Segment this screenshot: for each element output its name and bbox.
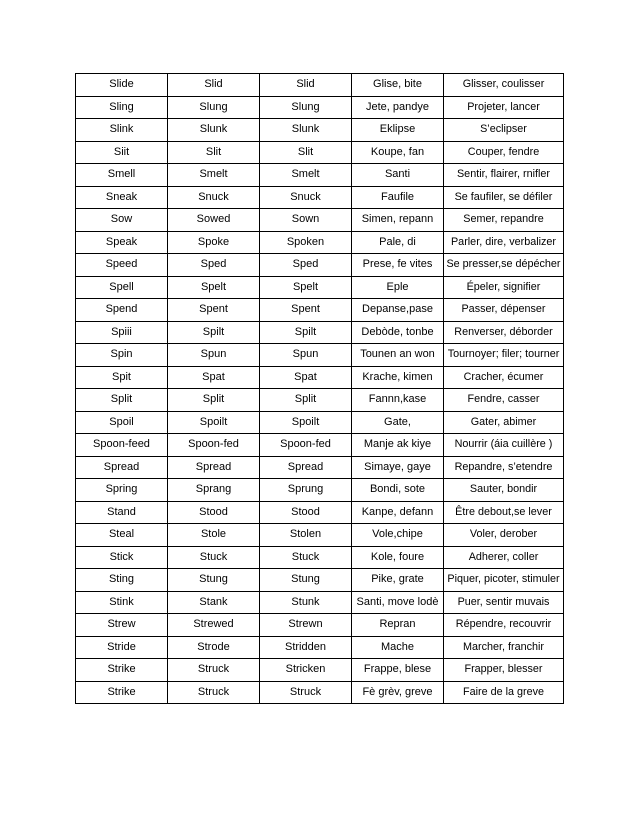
past-participle-cell: Split	[260, 389, 352, 412]
past-simple-cell: Spent	[168, 299, 260, 322]
creole-translation-cell: Faufile	[352, 186, 444, 209]
base-form-cell: Slide	[76, 74, 168, 97]
french-translation-cell: Fendre, casser	[444, 389, 564, 412]
past-participle-cell: Stolen	[260, 524, 352, 547]
table-row	[76, 591, 564, 614]
past-participle-cell: Spat	[260, 366, 352, 389]
table-row	[76, 681, 564, 704]
creole-translation-cell: Repran	[352, 614, 444, 637]
past-participle-cell: Stood	[260, 501, 352, 524]
past-simple-cell: Stuck	[168, 546, 260, 569]
creole-translation-cell: Krache, kimen	[352, 366, 444, 389]
base-form-cell: Strike	[76, 659, 168, 682]
past-participle-cell: Strewn	[260, 614, 352, 637]
french-translation-cell: Projeter, lancer	[444, 96, 564, 119]
french-translation-cell: Être debout,se lever	[444, 501, 564, 524]
past-simple-cell: Spun	[168, 344, 260, 367]
creole-translation-cell: Kanpe, defann	[352, 501, 444, 524]
past-simple-cell: Struck	[168, 659, 260, 682]
base-form-cell: Siit	[76, 141, 168, 164]
base-form-cell: Steal	[76, 524, 168, 547]
table-body	[76, 74, 564, 704]
past-simple-cell: Stole	[168, 524, 260, 547]
past-participle-cell: Spilt	[260, 321, 352, 344]
past-participle-cell: Stunk	[260, 591, 352, 614]
base-form-cell: Strew	[76, 614, 168, 637]
creole-translation-cell: Simen, repann	[352, 209, 444, 232]
base-form-cell: Stride	[76, 636, 168, 659]
table-row	[76, 321, 564, 344]
past-participle-cell: Snuck	[260, 186, 352, 209]
past-simple-cell: Stung	[168, 569, 260, 592]
creole-translation-cell: Prese, fe vites	[352, 254, 444, 277]
past-participle-cell: Stuck	[260, 546, 352, 569]
creole-translation-cell: Jete, pandye	[352, 96, 444, 119]
past-participle-cell: Sown	[260, 209, 352, 232]
base-form-cell: Spin	[76, 344, 168, 367]
base-form-cell: Spit	[76, 366, 168, 389]
past-participle-cell: Slid	[260, 74, 352, 97]
past-simple-cell: Spread	[168, 456, 260, 479]
table-row	[76, 141, 564, 164]
creole-translation-cell: Debòde, tonbe	[352, 321, 444, 344]
base-form-cell: Sling	[76, 96, 168, 119]
past-participle-cell: Spelt	[260, 276, 352, 299]
base-form-cell: Spiii	[76, 321, 168, 344]
french-translation-cell: Adherer, coller	[444, 546, 564, 569]
creole-translation-cell: Mache	[352, 636, 444, 659]
past-simple-cell: Spoilt	[168, 411, 260, 434]
french-translation-cell: Épeler, signifier	[444, 276, 564, 299]
french-translation-cell: Glisser, coulisser	[444, 74, 564, 97]
creole-translation-cell: Manje ak kiye	[352, 434, 444, 457]
irregular-verbs-table	[75, 73, 564, 704]
table-row	[76, 276, 564, 299]
past-simple-cell: Spilt	[168, 321, 260, 344]
creole-translation-cell: Tounen an won	[352, 344, 444, 367]
french-translation-cell: Se faufiler, se défiler	[444, 186, 564, 209]
table-row	[76, 344, 564, 367]
past-participle-cell: Struck	[260, 681, 352, 704]
table-row	[76, 636, 564, 659]
table-row	[76, 479, 564, 502]
french-translation-cell: Sentir, flairer, rnifler	[444, 164, 564, 187]
french-translation-cell: Repandre, s’etendre	[444, 456, 564, 479]
past-participle-cell: Slunk	[260, 119, 352, 142]
base-form-cell: Sting	[76, 569, 168, 592]
base-form-cell: Stink	[76, 591, 168, 614]
french-translation-cell: Faire de la greve	[444, 681, 564, 704]
past-simple-cell: Stank	[168, 591, 260, 614]
base-form-cell: Sneak	[76, 186, 168, 209]
french-translation-cell: Piquer, picoter, stimuler	[444, 569, 564, 592]
past-simple-cell: Split	[168, 389, 260, 412]
table-row	[76, 546, 564, 569]
table-row	[76, 209, 564, 232]
base-form-cell: Spend	[76, 299, 168, 322]
past-simple-cell: Strewed	[168, 614, 260, 637]
french-translation-cell: Gater, abimer	[444, 411, 564, 434]
creole-translation-cell: Eklipse	[352, 119, 444, 142]
creole-translation-cell: Gate,	[352, 411, 444, 434]
creole-translation-cell: Simaye, gaye	[352, 456, 444, 479]
table-row	[76, 299, 564, 322]
past-simple-cell: Sprang	[168, 479, 260, 502]
table-row	[76, 366, 564, 389]
past-participle-cell: Spent	[260, 299, 352, 322]
table-row	[76, 411, 564, 434]
french-translation-cell: Frapper, blesser	[444, 659, 564, 682]
past-participle-cell: Stridden	[260, 636, 352, 659]
creole-translation-cell: Fannn,kase	[352, 389, 444, 412]
base-form-cell: Smell	[76, 164, 168, 187]
base-form-cell: Spell	[76, 276, 168, 299]
table-row	[76, 164, 564, 187]
french-translation-cell: Passer, dépenser	[444, 299, 564, 322]
past-participle-cell: Sped	[260, 254, 352, 277]
past-participle-cell: Spoilt	[260, 411, 352, 434]
creole-translation-cell: Pike, grate	[352, 569, 444, 592]
table-row	[76, 186, 564, 209]
creole-translation-cell: Santi, move lodè	[352, 591, 444, 614]
french-translation-cell: Tournoyer; filer; tourner	[444, 344, 564, 367]
table-row	[76, 96, 564, 119]
creole-translation-cell: Kole, foure	[352, 546, 444, 569]
past-participle-cell: Sprung	[260, 479, 352, 502]
past-participle-cell: Smelt	[260, 164, 352, 187]
table-row	[76, 74, 564, 97]
base-form-cell: Sow	[76, 209, 168, 232]
past-simple-cell: Snuck	[168, 186, 260, 209]
past-participle-cell: Spoon-fed	[260, 434, 352, 457]
past-simple-cell: Spoke	[168, 231, 260, 254]
base-form-cell: Spoon-feed	[76, 434, 168, 457]
base-form-cell: Split	[76, 389, 168, 412]
table-row	[76, 254, 564, 277]
french-translation-cell: Renverser, déborder	[444, 321, 564, 344]
table-row	[76, 119, 564, 142]
french-translation-cell: S’eclipser	[444, 119, 564, 142]
french-translation-cell: Couper, fendre	[444, 141, 564, 164]
past-simple-cell: Stood	[168, 501, 260, 524]
table-row	[76, 389, 564, 412]
base-form-cell: Slink	[76, 119, 168, 142]
past-simple-cell: Spat	[168, 366, 260, 389]
base-form-cell: Spoil	[76, 411, 168, 434]
past-simple-cell: Slunk	[168, 119, 260, 142]
past-simple-cell: Sowed	[168, 209, 260, 232]
creole-translation-cell: Depanse,pase	[352, 299, 444, 322]
table-row	[76, 434, 564, 457]
creole-translation-cell: Vole,chipe	[352, 524, 444, 547]
base-form-cell: Stick	[76, 546, 168, 569]
past-participle-cell: Spoken	[260, 231, 352, 254]
creole-translation-cell: Eple	[352, 276, 444, 299]
table-row	[76, 659, 564, 682]
creole-translation-cell: Glise, bite	[352, 74, 444, 97]
past-simple-cell: Spoon-fed	[168, 434, 260, 457]
creole-translation-cell: Fè grèv, greve	[352, 681, 444, 704]
french-translation-cell: Répendre, recouvrir	[444, 614, 564, 637]
past-simple-cell: Spelt	[168, 276, 260, 299]
past-participle-cell: Slit	[260, 141, 352, 164]
french-translation-cell: Se presser,se dépécher	[444, 254, 564, 277]
creole-translation-cell: Pale, di	[352, 231, 444, 254]
past-simple-cell: Slung	[168, 96, 260, 119]
base-form-cell: Spring	[76, 479, 168, 502]
french-translation-cell: Parler, dire, verbalizer	[444, 231, 564, 254]
base-form-cell: Speak	[76, 231, 168, 254]
creole-translation-cell: Frappe, blese	[352, 659, 444, 682]
french-translation-cell: Puer, sentir muvais	[444, 591, 564, 614]
base-form-cell: Strike	[76, 681, 168, 704]
past-simple-cell: Strode	[168, 636, 260, 659]
base-form-cell: Stand	[76, 501, 168, 524]
table-row	[76, 501, 564, 524]
past-participle-cell: Spun	[260, 344, 352, 367]
table-row	[76, 614, 564, 637]
past-participle-cell: Spread	[260, 456, 352, 479]
table-row	[76, 524, 564, 547]
past-simple-cell: Struck	[168, 681, 260, 704]
french-translation-cell: Voler, derober	[444, 524, 564, 547]
creole-translation-cell: Bondi, sote	[352, 479, 444, 502]
past-participle-cell: Stricken	[260, 659, 352, 682]
french-translation-cell: Sauter, bondir	[444, 479, 564, 502]
past-simple-cell: Smelt	[168, 164, 260, 187]
creole-translation-cell: Santi	[352, 164, 444, 187]
creole-translation-cell: Koupe, fan	[352, 141, 444, 164]
past-simple-cell: Slit	[168, 141, 260, 164]
table-row	[76, 231, 564, 254]
table-row	[76, 569, 564, 592]
base-form-cell: Speed	[76, 254, 168, 277]
table-row	[76, 456, 564, 479]
french-translation-cell: Cracher, écumer	[444, 366, 564, 389]
french-translation-cell: Semer, repandre	[444, 209, 564, 232]
french-translation-cell: Nourrir (áia cuillère )	[444, 434, 564, 457]
base-form-cell: Spread	[76, 456, 168, 479]
past-participle-cell: Slung	[260, 96, 352, 119]
past-simple-cell: Slid	[168, 74, 260, 97]
past-simple-cell: Sped	[168, 254, 260, 277]
past-participle-cell: Stung	[260, 569, 352, 592]
french-translation-cell: Marcher, franchir	[444, 636, 564, 659]
